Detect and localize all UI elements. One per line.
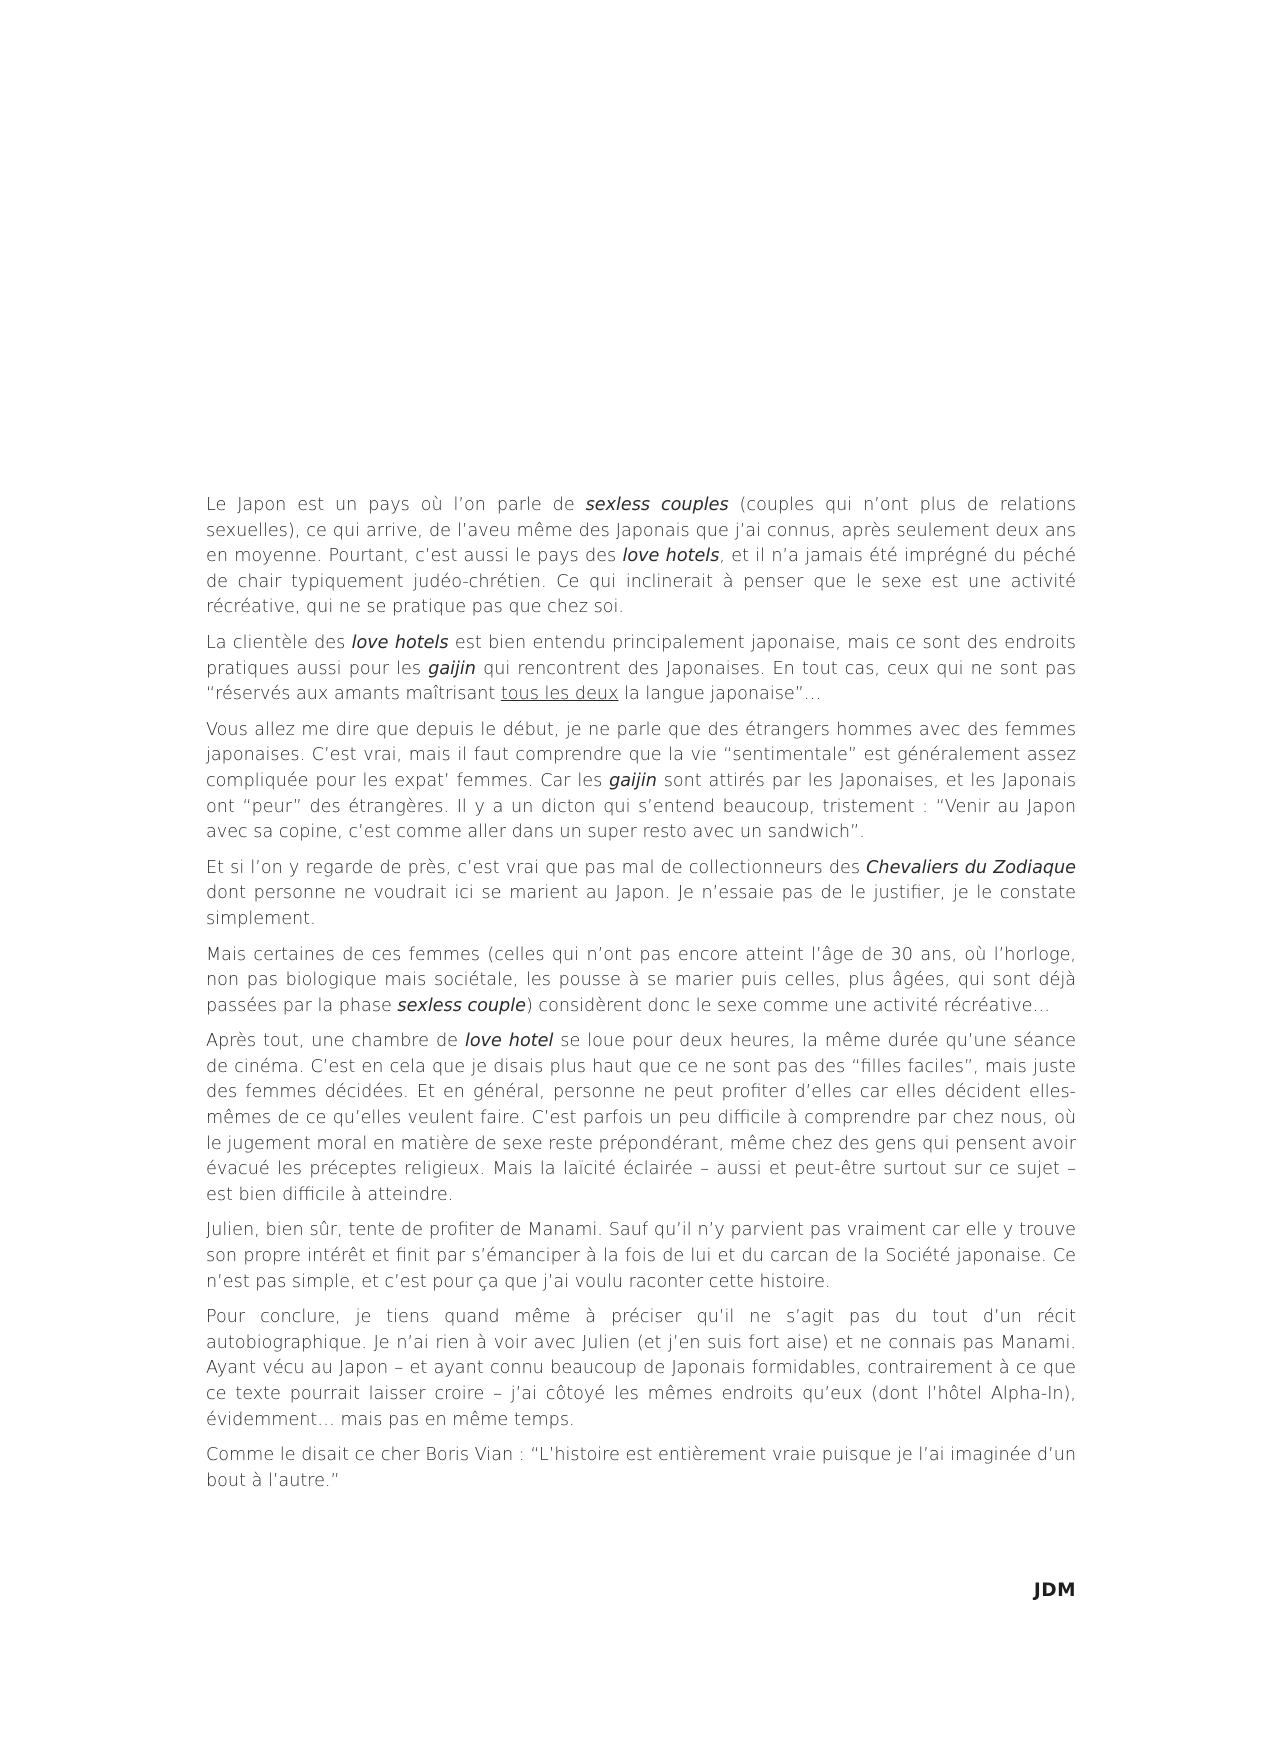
text-run: Pour conclure, je tiens quand même à préciser qu’il ne s’agit pas du tout d’un récit autobiographique. Je n’ai rien à voir avec Julien (et j’en suis fort aise) et ne connais pas Manami. Ayant vécu au Japon – et ayant connu beaucoup de Japonais formidables, contrairement à ce que ce texte pourrait laisser croire – j’ai côtoyé les mêmes endroits qu’eux (dont l’hôtel Alpha-In), évidemment… mais pas en même temps.: [206, 1307, 1076, 1430]
paragraph-7: [206, 1218, 1076, 1295]
text-run: se loue pour deux heures, la même durée qu’une séance de cinéma. C’est en cela que je disais plus haut que ce ne sont pas des “filles faciles”, mais juste des femmes décidées. Et en général, personne ne peut profiter d’elles car elles décident elles-mêmes de ce qu’elles veulent faire. C’est parfois un peu difficile à comprendre par chez nous, où le jugement moral en matière de sexe reste prépondérant, même chez des gens qui pensent avoir évacué les préceptes religieux. Mais la laïcité éclairée – aussi et peut-être surtout sur ce sujet – est bien difficile à atteindre.: [206, 1031, 1076, 1205]
body-text: [206, 493, 1076, 1504]
text-run: Après tout, une chambre de: [206, 1031, 465, 1052]
italic-text: sexless couples: [585, 495, 729, 515]
text-run: ) considèrent donc le sexe comme une activité récréative…: [525, 995, 1051, 1016]
text-run: (couples qui n’ont plus de relations sexuelles), ce qui arrive, de l’aveu même des Japonais que j’ai connus, après seulement deux ans en moyenne. Pourtant, c’est aussi le pays des: [206, 495, 1077, 567]
text-run: Et si l’on y regarde de près, c’est vrai que pas mal de collectionneurs des: [206, 857, 867, 878]
text-run: qui rencontrent des Japonaises. En tout cas, ceux qui ne sont pas “réservés aux amants maîtrisant: [206, 658, 1076, 705]
italic-text: love hotel: [464, 1031, 554, 1052]
text-run: dont personne ne voudrait ici se marient au Japon. Je n’essaie pas de le justifier, je le constate simplement.: [206, 883, 1076, 929]
text-run: Vous allez me dire que depuis le début, je ne parle que des étrangers hommes avec des femmes japonaises. C’est vrai, mais il faut comprendre que la vie “sentimentale” est généralement assez compliquée pour les expat’ femmes. Car les: [206, 719, 1076, 791]
paragraph-5: [206, 943, 1076, 1020]
text-run: la langue japonaise”…: [618, 684, 822, 705]
paragraph-3: [206, 718, 1076, 846]
paragraph-2: [206, 631, 1076, 708]
paragraph-4: [206, 856, 1076, 933]
text-run: Julien, bien sûr, tente de profiter de Manami. Sauf qu’il n’y parvient pas vraiment car elle y trouve son propre intérêt et finit par s’émanciper à la fois de lui et du carcan de la Société japonaise. Ce n’est pas simple, et c’est pour ça que j’ai voulu raconter cette histoire.: [206, 1220, 1076, 1292]
underlined-text: tous les deux: [500, 684, 619, 705]
text-run: sont attirés par les Japonaises, et les Japonais ont “peur” des étrangères. Il y a un dicton qui s’entend beaucoup, tristement : “Venir au Japon avec sa copine, c’est comme aller dans un super resto avec un sandwich”.: [206, 770, 1076, 843]
text-run: La clientèle des: [206, 632, 352, 653]
author-signature: JDM: [1033, 1580, 1076, 1601]
text-run: est bien entendu principalement japonaise, mais ce sont des endroits pratiques aussi pour les: [206, 632, 1076, 679]
italic-text: sexless couple: [397, 995, 526, 1016]
text-run: Le Japon est un pays où l’on parle de: [206, 495, 586, 515]
text-run: Comme le disait ce cher Boris Vian : “L’histoire est entièrement vraie puisque je l’ai imaginée d’un bout à l’autre.”: [206, 1445, 1076, 1491]
paragraph-8: [206, 1305, 1076, 1433]
text-run: , et il n’a jamais été imprégné du péché de chair typiquement judéo-chrétien. Ce qui inclinerait à penser que le sexe est une activité récréative, qui ne se pratique pas que chez soi.: [206, 546, 1076, 618]
paragraph-9: [206, 1443, 1076, 1494]
italic-text: love hotels: [622, 546, 720, 567]
italic-text: gaijin: [428, 658, 476, 679]
text-run: Mais certaines de ces femmes (celles qui n’ont pas encore atteint l’âge de 30 ans, où l’horloge, non pas biologique mais sociétale, les pousse à se marier puis celles, plus âgées, qui sont déjà passées par la phase: [206, 944, 1076, 1016]
paragraph-6: [206, 1029, 1076, 1208]
italic-text: Chevaliers du Zodiaque: [866, 857, 1076, 878]
italic-text: gaijin: [609, 770, 657, 791]
paragraph-1: [206, 493, 1076, 621]
italic-text: love hotels: [351, 632, 449, 653]
